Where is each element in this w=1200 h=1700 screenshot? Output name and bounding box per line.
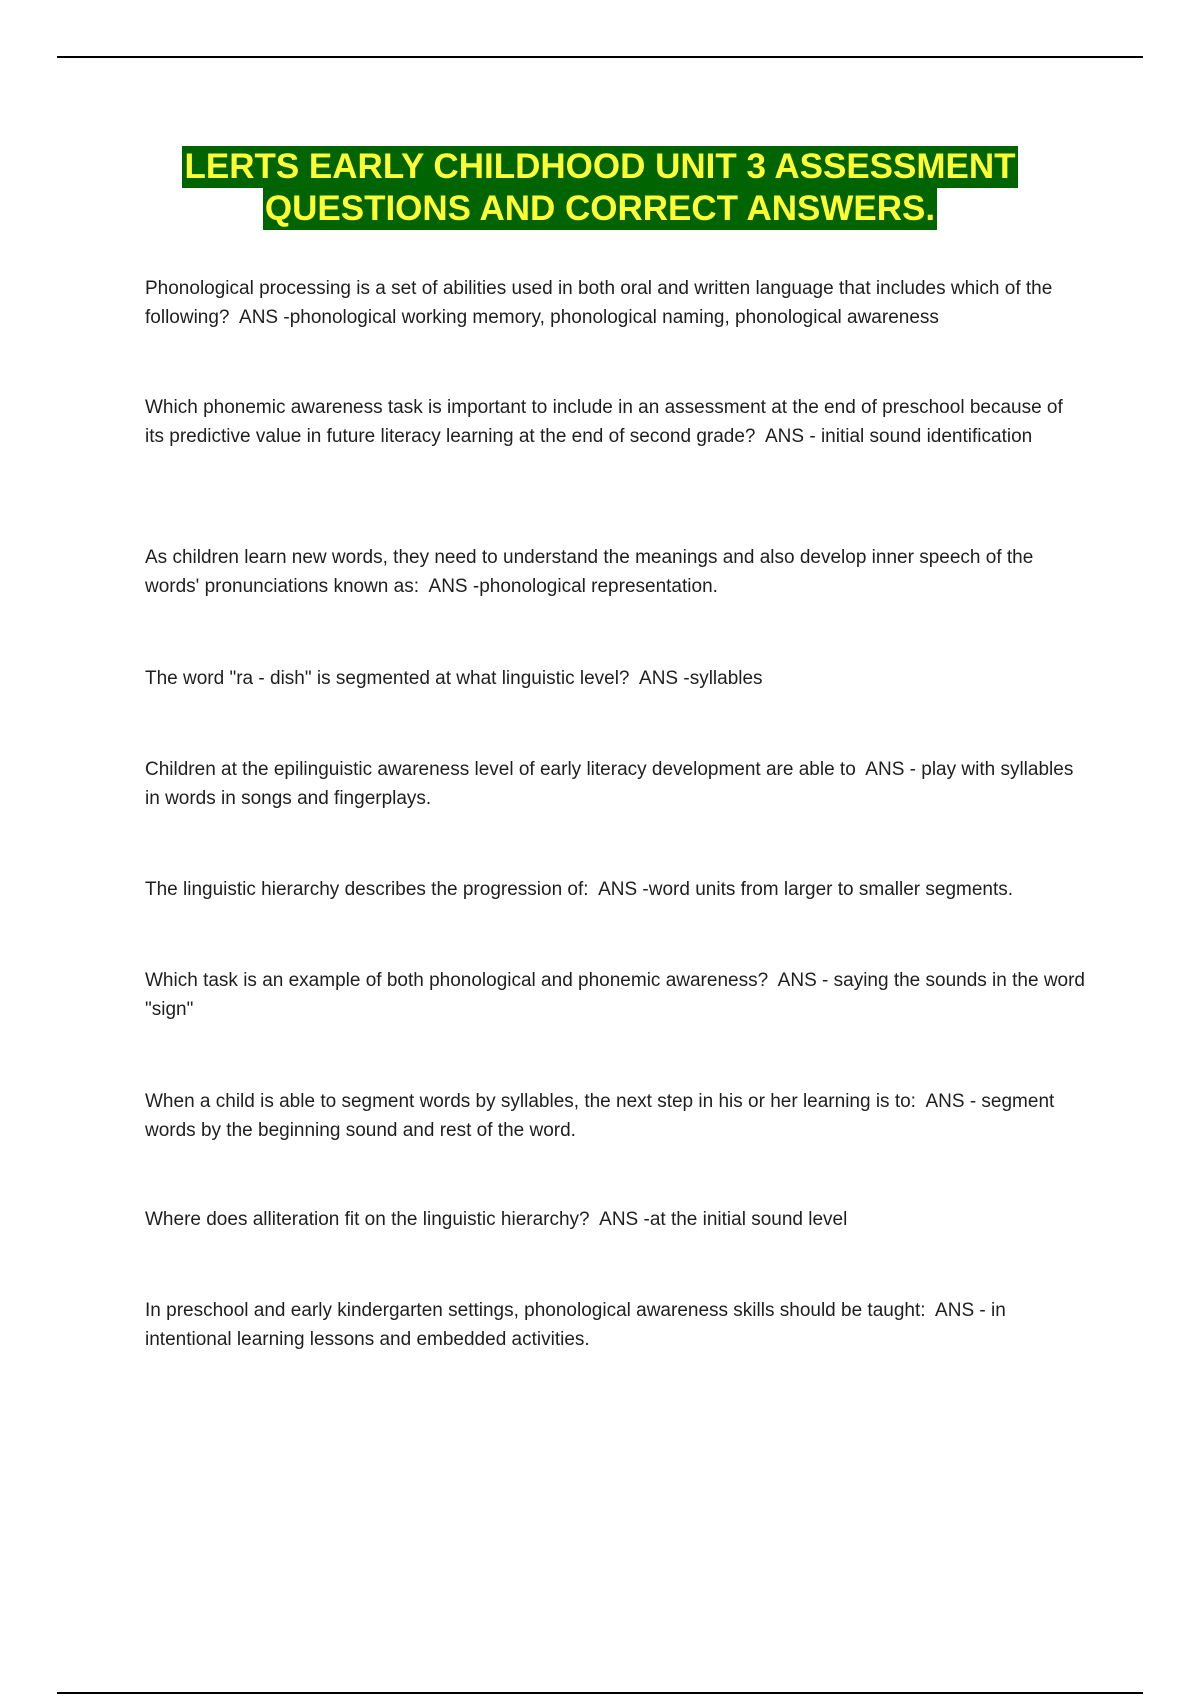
qa-item — [145, 1205, 1085, 1234]
answer-text: ANS - initial sound identification — [765, 426, 1033, 447]
qa-item — [145, 393, 1085, 451]
document-title — [0, 146, 1200, 230]
question-text: Children at the epilinguistic awareness level of early literacy development are able to — [145, 759, 856, 780]
qa-item — [145, 1296, 1085, 1354]
qa-item — [145, 274, 1085, 332]
bottom-divider — [57, 1692, 1143, 1694]
qa-item — [145, 1087, 1085, 1145]
answer-text: ANS -phonological working memory, phonological naming, phonological awareness — [239, 307, 939, 328]
question-text: Which task is an example of both phonological and phonemic awareness? — [145, 970, 769, 991]
answer-text: ANS - play with syllables in words in songs and fingerplays. — [145, 759, 1074, 809]
question-text: In preschool and early kindergarten settings, phonological awareness skills should be taught: — [145, 1300, 926, 1321]
answer-text: ANS - segment words by the beginning sound and rest of the word. — [145, 1091, 1055, 1141]
answer-text: ANS - in intentional learning lessons and embedded activities. — [145, 1300, 1006, 1350]
question-text: As children learn new words, they need to understand the meanings and also develop inner speech of the words' pronunciations known as: — [145, 547, 1034, 597]
answer-text: ANS - saying the sounds in the word "sign" — [145, 970, 1086, 1020]
qa-item — [145, 543, 1085, 601]
answer-text: ANS -word units from larger to smaller segments. — [598, 879, 1014, 900]
question-text: Where does alliteration fit on the linguistic hierarchy? — [145, 1209, 590, 1230]
qa-item — [145, 664, 1085, 693]
answer-text: ANS -syllables — [639, 668, 763, 689]
title-line-2: QUESTIONS AND CORRECT ANSWERS. — [264, 189, 936, 228]
question-text: The word "ra - dish" is segmented at what linguistic level? — [145, 668, 630, 689]
qa-item — [145, 755, 1085, 813]
question-text: The linguistic hierarchy describes the progression of: — [145, 879, 589, 900]
qa-item — [145, 966, 1085, 1024]
question-text: Which phonemic awareness task is important to include in an assessment at the end of preschool because of its predictive value in future literacy learning at the end of second grade? — [145, 397, 1063, 447]
question-text: Phonological processing is a set of abilities used in both oral and written language that includes which of the following? — [145, 278, 1053, 328]
question-text: When a child is able to segment words by syllables, the next step in his or her learning is to: — [145, 1091, 916, 1112]
answer-text: ANS -phonological representation. — [428, 576, 718, 597]
title-line-1: LERTS EARLY CHILDHOOD UNIT 3 ASSESSMENT — [184, 147, 1016, 186]
qa-item — [145, 875, 1085, 904]
answer-text: ANS -at the initial sound level — [599, 1209, 848, 1230]
top-divider — [57, 56, 1143, 58]
